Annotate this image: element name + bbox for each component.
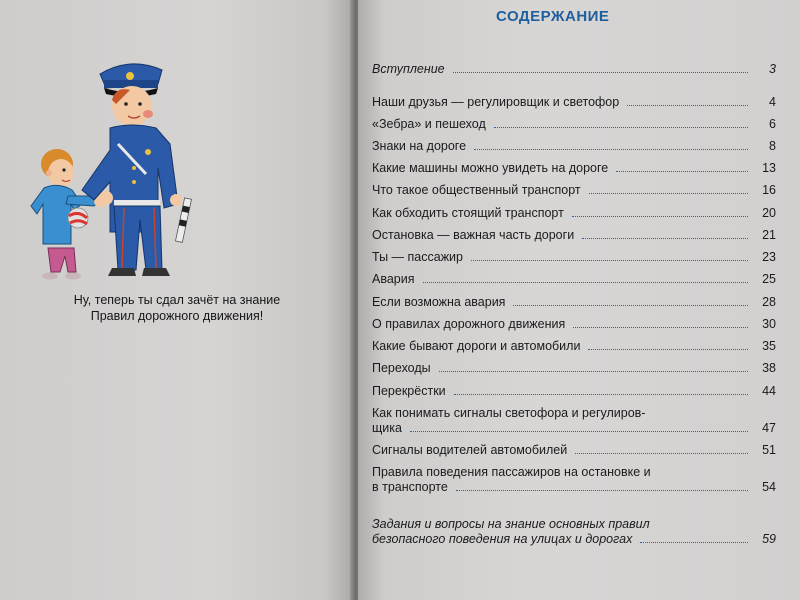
toc-entry-title: Если возможна авария bbox=[372, 295, 506, 309]
toc-entry-page: 54 bbox=[762, 480, 776, 494]
toc-entry-title-line-1: Как понимать сигналы светофора и регулиров- bbox=[372, 406, 646, 420]
toc-entry-page: 25 bbox=[762, 272, 776, 286]
toc-entry-title: О правилах дорожного движения bbox=[372, 317, 566, 331]
toc-entry-title: Как обходить стоящий транспорт bbox=[372, 206, 564, 220]
toc-entry-title: Ты — пассажир bbox=[372, 250, 463, 264]
boy-figure bbox=[31, 149, 106, 280]
toc-entry[interactable] bbox=[372, 317, 776, 332]
toc-entry[interactable] bbox=[372, 272, 776, 287]
toc-entry-page: 23 bbox=[762, 250, 776, 264]
toc-entry-page: 3 bbox=[769, 62, 776, 76]
toc-entry[interactable] bbox=[372, 361, 776, 376]
toc-entry[interactable] bbox=[372, 206, 776, 221]
leader-dots bbox=[456, 490, 748, 491]
leader-dots bbox=[616, 171, 748, 172]
toc-entry-page: 28 bbox=[762, 295, 776, 309]
toc-entry[interactable] bbox=[372, 339, 776, 354]
toc-entry-introduction[interactable] bbox=[372, 62, 776, 77]
leader-dots bbox=[474, 149, 748, 150]
toc-entry-page: 51 bbox=[762, 443, 776, 457]
leader-dots bbox=[471, 260, 748, 261]
toc-entry-page: 4 bbox=[769, 95, 776, 109]
toc-entry-assignments[interactable] bbox=[372, 517, 776, 547]
toc-entry-title: Что такое общественный транспорт bbox=[372, 183, 581, 197]
leader-dots bbox=[582, 238, 748, 239]
toc-entry-page: 30 bbox=[762, 317, 776, 331]
toc-entry[interactable] bbox=[372, 406, 776, 436]
leader-dots bbox=[589, 193, 748, 194]
toc-entry-title: Переходы bbox=[372, 361, 431, 375]
toc-entry-page: 47 bbox=[762, 421, 776, 435]
toc-entry[interactable] bbox=[372, 183, 776, 198]
toc-entry-page: 13 bbox=[762, 161, 776, 175]
toc-entry-title: Авария bbox=[372, 272, 415, 286]
toc-heading: СОДЕРЖАНИЕ bbox=[496, 8, 610, 25]
toc-entry-page: 35 bbox=[762, 339, 776, 353]
toc-entry[interactable] bbox=[372, 465, 776, 495]
toc-entry[interactable] bbox=[372, 228, 776, 243]
leader-dots bbox=[627, 105, 748, 106]
leader-dots bbox=[575, 453, 748, 454]
toc-entry[interactable] bbox=[372, 250, 776, 265]
leader-dots bbox=[494, 127, 748, 128]
toc-entry-title: Сигналы водителей автомобилей bbox=[372, 443, 568, 457]
toc-entry[interactable] bbox=[372, 117, 776, 132]
leader-dots bbox=[453, 72, 748, 73]
toc-entry-title-line-1: Задания и вопросы на знание основных правил bbox=[372, 517, 650, 531]
toc-entry[interactable] bbox=[372, 384, 776, 399]
toc-entry-title-line-2: безопасного поведения на улицах и дорогах bbox=[372, 532, 633, 546]
leader-dots bbox=[423, 282, 749, 283]
leader-dots bbox=[640, 542, 748, 543]
toc-entry-title-line-1: Правила поведения пассажиров на остановке и bbox=[372, 465, 651, 479]
toc-entry-page: 20 bbox=[762, 206, 776, 220]
leader-dots bbox=[439, 371, 748, 372]
caption-line-1: Ну, теперь ты сдал зачёт на знание bbox=[73, 293, 281, 307]
toc-entry-title: Перекрёстки bbox=[372, 384, 446, 398]
left-page bbox=[0, 0, 354, 600]
toc-entry[interactable] bbox=[372, 161, 776, 176]
toc-entry-title: Знаки на дороге bbox=[372, 139, 467, 153]
leader-dots bbox=[513, 305, 748, 306]
toc-entry-page: 16 bbox=[762, 183, 776, 197]
toc-entry-title: Наши друзья — регулировщик и светофор bbox=[372, 95, 620, 109]
caption-line-2: Правил дорожного движения! bbox=[90, 309, 264, 323]
leader-dots bbox=[410, 431, 748, 432]
leader-dots bbox=[588, 349, 748, 350]
toc-entry[interactable] bbox=[372, 139, 776, 154]
toc-entry-page: 59 bbox=[762, 532, 776, 546]
toc-entry-title: «Зебра» и пешеход bbox=[372, 117, 486, 131]
traffic-officer-and-boy-illustration bbox=[20, 48, 250, 288]
toc-entry-page: 38 bbox=[762, 361, 776, 375]
toc-entry-title: Остановка — важная часть дороги bbox=[372, 228, 575, 242]
toc-entry-page: 8 bbox=[769, 139, 776, 153]
toc-entry-page: 44 bbox=[762, 384, 776, 398]
toc-entry-title: Какие бывают дороги и автомобили bbox=[372, 339, 581, 353]
toc-entry-title-line-2: в транспорте bbox=[372, 480, 448, 494]
toc-entry-title: Вступление bbox=[372, 62, 445, 76]
toc-entry-page: 21 bbox=[762, 228, 776, 242]
leader-dots bbox=[454, 394, 748, 395]
toc-entry-title-line-2: щика bbox=[372, 421, 402, 435]
traffic-officer-figure bbox=[82, 64, 191, 276]
toc-entry-title: Какие машины можно увидеть на дороге bbox=[372, 161, 609, 175]
leader-dots bbox=[572, 216, 748, 217]
toc-entry[interactable] bbox=[372, 95, 776, 110]
toc-entry-page: 6 bbox=[769, 117, 776, 131]
illustration-caption bbox=[0, 292, 354, 324]
leader-dots bbox=[573, 327, 748, 328]
toc-entry[interactable] bbox=[372, 443, 776, 458]
toc-entry[interactable] bbox=[372, 295, 776, 310]
